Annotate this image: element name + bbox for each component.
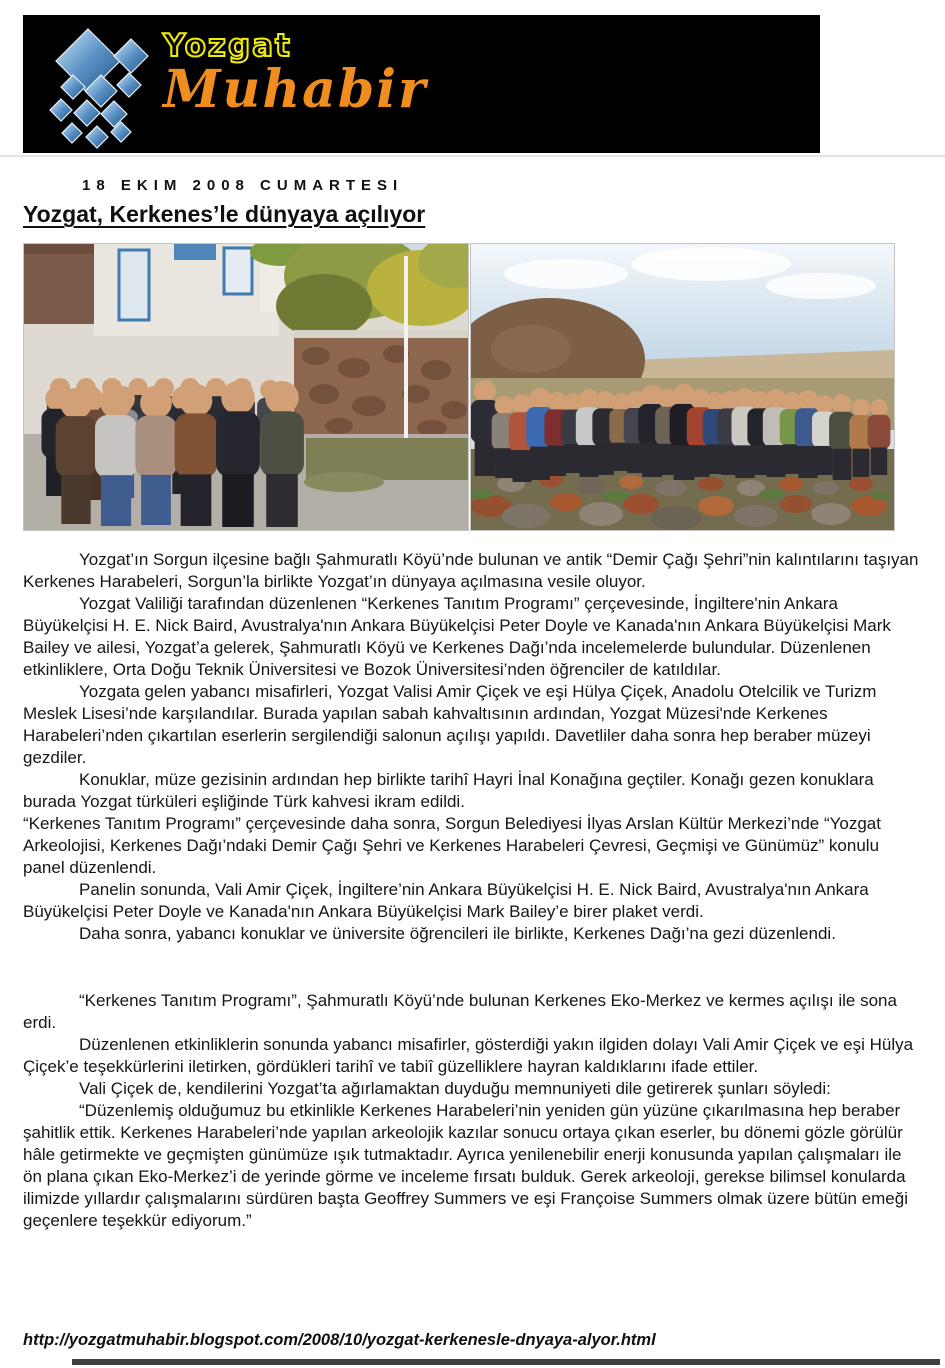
footer-url: http://yozgatmuhabir.blogspot.com/2008/10/yozgat-kerkenesle-dnyaya-alyor.html	[23, 1331, 656, 1349]
article-paragraph: “Kerkenes Tanıtım Programı” çerçevesinde daha sonra, Sorgun Belediyesi İlyas Arslan Kültür Merkezi’nde “Yozgat Arkeolojisi, Kerkenes Dağı’ndaki Demir Çağı Şehri ve Kerkenes Harabeleri Çevresi, Geçmişi ve Günümüz” konulu panel düzenlendi.	[23, 814, 881, 877]
article-paragraph: Yozgat’ın Sorgun ilçesine bağlı Şahmuratlı Köyü’nde bulunan ve antik “Demir Çağı Şehri”nin kalıntılarını taşıyan Kerkenes Harabeleri, Sorgun’la birlikte Yozgat’ın dünyaya açılmasına vesile oluyor.	[23, 550, 919, 591]
article-paragraph: Yozgata gelen yabancı misafirleri, Yozgat Valisi Amir Çiçek ve eşi Hülya Çiçek, Anadolu Otelcilik ve Turizm Meslek Lisesi’nde karşılandılar. Burada yapılan sabah kahvaltısının ardından, Yozgat Müzesi'nde Kerkenes Harabeleri’nden çıkartılan eserlerin sergilendiği salonun açılışı yapıldı. Davetliler daha sonra hep beraber müzeyi gezdiler.	[23, 682, 877, 767]
brand-wordmark	[163, 28, 428, 120]
header-rule	[0, 155, 945, 157]
brand-name-bottom: Muhabir	[163, 59, 428, 120]
article-paragraph: Yozgat Valiliği tarafından düzenlenen “Kerkenes Tanıtım Programı” çerçevesinde, İngiltere'nin Ankara Büyükelçisi H. E. Nick Baird, Avustralya'nın Ankara Büyükelçisi Peter Doyle ve Kanada'nın Ankara Büyükelçisi Mark Bailey ve ailesi, Yozgat’a gelerek, Şahmuratlı Köyü ve Kerkenes Dağı’nda incelemelerde bulundular. Düzenlenen etkinliklere, Orta Doğu Teknik Üniversitesi ve Bozok Üniversitesi’nden öğrenciler de katıldılar.	[23, 594, 891, 679]
article-paragraph: Panelin sonunda, Vali Amir Çiçek, İngiltere’nin Ankara Büyükelçisi H. E. Nick Baird, Avustralya'nın Ankara Büyükelçisi Peter Doyle ve Kanada'nın Ankara Büyükelçisi Mark Bailey’e birer plaket verdi.	[23, 880, 869, 921]
article-body	[23, 549, 922, 1232]
article-paragraph: Vali Çiçek de, kendilerini Yozgat’ta ağırlamaktan duyduğu memnuniyeti dile getirerek şunları söyledi:	[79, 1079, 831, 1098]
article-paragraph: Konuklar, müze gezisinin ardından hep birlikte tarihî Hayri İnal Konağına geçtiler. Konağı gezen konuklara burada Yozgat türküleri eşliğinde Türk kahvesi ikram edildi.	[23, 770, 874, 811]
article-paragraph: Daha sonra, yabancı konuklar ve üniversite öğrencileri ile birlikte, Kerkenes Dağı’na gezi düzenlendi.	[79, 924, 836, 943]
diamond-m-logo-icon	[31, 21, 157, 149]
bottom-rule	[72, 1359, 940, 1365]
right-photo	[470, 243, 895, 531]
header-banner	[23, 15, 820, 153]
article-paragraph: “Kerkenes Tanıtım Programı”, Şahmuratlı Köyü’nde bulunan Kerkenes Eko-Merkez ve kermes açılışı ile sona erdi.	[23, 991, 897, 1032]
left-photo	[23, 243, 469, 531]
article-title: Yozgat, Kerkenes’le dünyaya açılıyor	[23, 201, 426, 227]
article-paragraph: Düzenlenen etkinliklerin sonunda yabancı misafirler, gösterdiği yakın ilgiden dolayı Vali Amir Çiçek ve eşi Hülya Çiçek’e teşekkürlerini iletirken, gördükleri tarihî ve tabiî güzelliklere hayran kaldıklarını ifade ettiler.	[23, 1035, 914, 1076]
brand-name-top: Yozgat	[163, 28, 292, 64]
article-date: 18 EKIM 2008 CUMARTESI	[82, 177, 404, 194]
article-paragraph: “Düzenlemiş olduğumuz bu etkinlikle Kerkenes Harabeleri’nin yeniden gün yüzüne çıkarılmasına hep beraber şahitlik ettik. Kerkenes Harabeleri’nde yapılan arkeolojik kazılar sonucu ortaya çıkan eserler, bu dönemi gözle görülür hâle getirmekte ve geçmişten günümüze ışık tutmaktadır. Ayrıca yenilenebilir enerji konusunda yapılan çalışmaları ile ön plana çıkan Eko-Merkez’i de yerinde görme ve inceleme fırsatı bulduk. Gerek arkeoloji, gerekse bilimsel konularda ilimizde yıllardır çalışmalarını sürdüren başta Geoffrey Summers ve eşi Françoise Summers olmak üzere bütün emeği geçenlere teşekkür ediyorum.”	[23, 1101, 908, 1230]
